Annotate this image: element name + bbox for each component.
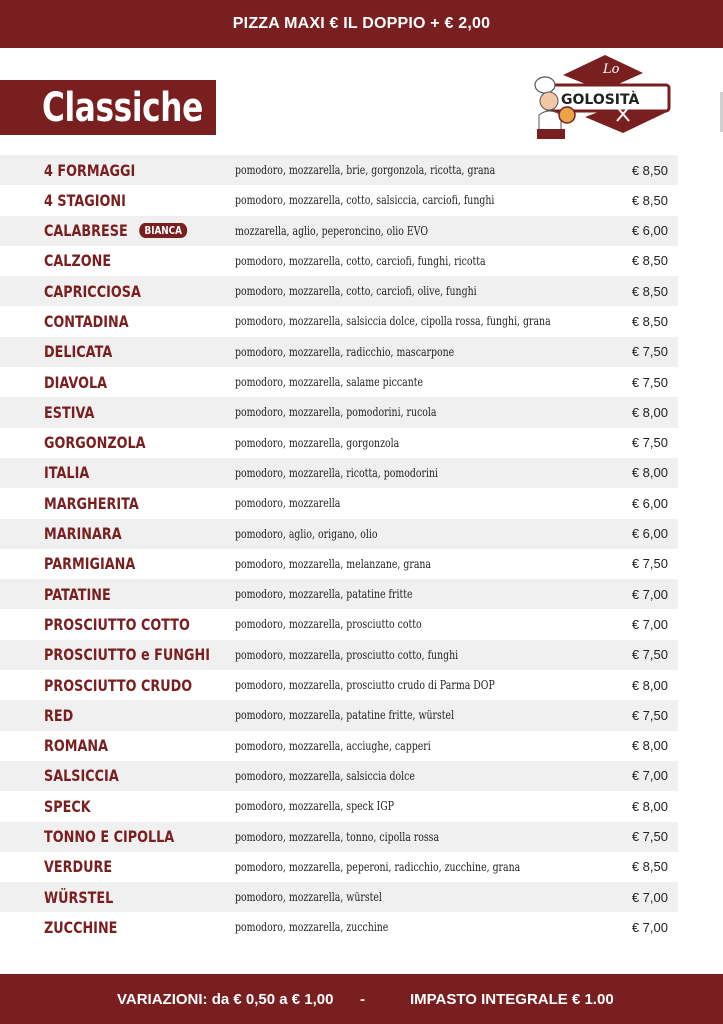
pizza-name bbox=[44, 155, 135, 185]
pizza-ingredients: mozzarella, aglio, peperoncino, olio EVO bbox=[235, 223, 429, 238]
section-title-text: Classiche bbox=[42, 84, 203, 131]
pizza-price: € 8,00 bbox=[631, 404, 668, 420]
menu-row bbox=[0, 458, 678, 488]
menu-row bbox=[0, 791, 678, 821]
pizza-name bbox=[44, 579, 111, 609]
section-title bbox=[0, 80, 216, 135]
pizza-price: € 8,50 bbox=[631, 253, 668, 269]
menu-row bbox=[0, 700, 678, 730]
bianca-badge: BIANCA bbox=[139, 223, 188, 238]
pizza-name-text: WÜRSTEL bbox=[44, 887, 114, 907]
pizza-price: € 8,00 bbox=[631, 465, 668, 481]
logo-top-text: Lo bbox=[603, 62, 620, 77]
pizza-name-text: SALSICCIA bbox=[44, 766, 119, 786]
pizza-name-text: VERDURE bbox=[44, 857, 113, 877]
menu-row bbox=[0, 397, 678, 427]
pizza-price: € 7,00 bbox=[631, 616, 668, 632]
pizza-price: € 6,00 bbox=[631, 495, 668, 511]
pizza-name bbox=[44, 519, 122, 549]
pizza-price: € 7,00 bbox=[631, 919, 668, 935]
pizza-price: € 8,50 bbox=[631, 283, 668, 299]
pizza-name bbox=[44, 609, 190, 639]
pizza-ingredients: pomodoro, mozzarella bbox=[235, 496, 341, 511]
chef-with-pizza-icon bbox=[533, 55, 673, 145]
pizza-price: € 8,00 bbox=[631, 677, 668, 693]
top-banner bbox=[0, 0, 723, 48]
pizza-ingredients: pomodoro, mozzarella, patatine fritte bbox=[235, 587, 413, 602]
pizza-name bbox=[44, 488, 139, 518]
menu-row bbox=[0, 276, 678, 306]
pizza-name-text: DELICATA bbox=[44, 342, 113, 362]
pizza-name bbox=[44, 882, 113, 912]
menu-row bbox=[0, 337, 678, 367]
top-banner-text: PIZZA MAXI € IL DOPPIO + € 2,00 bbox=[232, 15, 491, 32]
pizza-price: € 7,50 bbox=[631, 829, 668, 845]
pizza-name-text: PATATINE bbox=[44, 584, 111, 604]
pizza-name-text: ROMANA bbox=[44, 736, 108, 756]
menu-row bbox=[0, 579, 678, 609]
pizza-price: € 7,50 bbox=[631, 647, 668, 663]
pizza-name bbox=[44, 761, 119, 791]
variations-text: VARIAZIONI: da € 0,50 a € 1,00 bbox=[117, 990, 334, 1008]
pizza-name-text: MARINARA bbox=[44, 524, 122, 544]
pizza-ingredients: pomodoro, mozzarella, ricotta, pomodorini bbox=[235, 465, 438, 480]
pizza-ingredients: pomodoro, mozzarella, cotto, salsiccia, carciofi, funghi bbox=[235, 193, 495, 208]
menu-row bbox=[0, 428, 678, 458]
pizza-ingredients: pomodoro, mozzarella, acciughe, capperi bbox=[235, 738, 431, 753]
pizza-price: € 8,50 bbox=[631, 859, 668, 875]
footer-separator: - bbox=[360, 990, 365, 1008]
pizza-name bbox=[44, 791, 91, 821]
menu-row bbox=[0, 216, 678, 246]
pizza-name-text: CALABRESE bbox=[44, 221, 128, 241]
pizza-name bbox=[44, 337, 112, 367]
menu-row bbox=[0, 882, 678, 912]
pizza-price: € 6,00 bbox=[631, 526, 668, 542]
menu-row bbox=[0, 519, 678, 549]
menu-row bbox=[0, 852, 678, 882]
pizza-ingredients: pomodoro, mozzarella, prosciutto crudo di Parma DOP bbox=[235, 678, 495, 693]
pizza-name-text: ITALIA bbox=[44, 463, 90, 483]
pizza-ingredients: pomodoro, mozzarella, prosciutto cotto bbox=[235, 617, 422, 632]
pizza-name-text: 4 FORMAGGI bbox=[44, 160, 136, 180]
pizza-ingredients: pomodoro, mozzarella, patatine fritte, würstel bbox=[235, 708, 455, 723]
pizza-name-text: PROSCIUTTO e FUNGHI bbox=[44, 645, 210, 665]
pizza-ingredients: pomodoro, mozzarella, cotto, carciofi, funghi, ricotta bbox=[235, 253, 486, 268]
pizza-name-text: ESTIVA bbox=[44, 402, 95, 422]
menu-row bbox=[0, 306, 678, 336]
pizza-price: € 7,00 bbox=[631, 586, 668, 602]
pizza-name bbox=[44, 731, 108, 761]
pizza-ingredients: pomodoro, mozzarella, salsiccia dolce, cipolla rossa, funghi, grana bbox=[235, 314, 551, 329]
pizza-ingredients: pomodoro, mozzarella, tonno, cipolla rossa bbox=[235, 829, 440, 844]
pizza-name bbox=[44, 276, 141, 306]
pizza-ingredients: pomodoro, mozzarella, pomodorini, rucola bbox=[235, 405, 437, 420]
pizza-name bbox=[44, 185, 126, 215]
pizza-name bbox=[44, 397, 94, 427]
pizza-name-text: PARMIGIANA bbox=[44, 554, 136, 574]
pizza-name bbox=[44, 670, 192, 700]
pizza-name bbox=[44, 216, 188, 246]
pizza-name bbox=[44, 246, 111, 276]
menu-row bbox=[0, 488, 678, 518]
pizza-name-text: PROSCIUTTO CRUDO bbox=[44, 675, 193, 695]
menu-row bbox=[0, 155, 678, 185]
pizza-ingredients: pomodoro, mozzarella, speck IGP bbox=[235, 799, 395, 814]
pizza-menu bbox=[0, 155, 678, 943]
pizza-price: € 7,50 bbox=[631, 435, 668, 451]
pizza-ingredients: pomodoro, mozzarella, radicchio, mascarpone bbox=[235, 344, 455, 359]
pizza-name-text: MARGHERITA bbox=[44, 493, 139, 513]
menu-row bbox=[0, 731, 678, 761]
pizza-name bbox=[44, 428, 146, 458]
pizza-price: € 8,50 bbox=[631, 192, 668, 208]
pizza-ingredients: pomodoro, mozzarella, würstel bbox=[235, 890, 382, 905]
pizza-name-text: GORGONZOLA bbox=[44, 433, 146, 453]
pizza-ingredients: pomodoro, mozzarella, gorgonzola bbox=[235, 435, 400, 450]
pizza-price: € 7,50 bbox=[631, 344, 668, 360]
pizza-name-text: PROSCIUTTO COTTO bbox=[44, 614, 190, 634]
pizza-name-text: 4 STAGIONI bbox=[44, 190, 126, 210]
pizza-name bbox=[44, 822, 174, 852]
pizza-name bbox=[44, 458, 89, 488]
pizza-name-text: CALZONE bbox=[44, 251, 112, 271]
pizza-name bbox=[44, 367, 107, 397]
pizza-name-text: CAPRICCIOSA bbox=[44, 281, 141, 301]
pizza-price: € 6,00 bbox=[631, 223, 668, 239]
menu-row bbox=[0, 640, 678, 670]
pizza-name-text: RED bbox=[44, 705, 74, 725]
pizza-ingredients: pomodoro, mozzarella, salame piccante bbox=[235, 375, 424, 390]
menu-row bbox=[0, 670, 678, 700]
pizza-name bbox=[44, 852, 112, 882]
pizza-name bbox=[44, 306, 129, 336]
menu-row bbox=[0, 549, 678, 579]
pizza-ingredients: pomodoro, aglio, origano, olio bbox=[235, 526, 378, 541]
pizza-price: € 7,00 bbox=[631, 889, 668, 905]
pizza-ingredients: pomodoro, mozzarella, cotto, carciofi, olive, funghi bbox=[235, 284, 477, 299]
menu-row bbox=[0, 185, 678, 215]
pizza-ingredients: pomodoro, mozzarella, brie, gorgonzola, ricotta, grana bbox=[235, 163, 496, 177]
pizza-name bbox=[44, 640, 210, 670]
pizza-name bbox=[44, 700, 73, 730]
pizza-name-text: SPECK bbox=[44, 796, 91, 816]
logo-name: GOLOSITÀ bbox=[561, 92, 640, 108]
bottom-banner bbox=[0, 974, 723, 1024]
pizza-price: € 7,50 bbox=[631, 707, 668, 723]
pizza-ingredients: pomodoro, mozzarella, melanzane, grana bbox=[235, 556, 432, 571]
pizza-price: € 7,00 bbox=[631, 768, 668, 784]
pizza-ingredients: pomodoro, mozzarella, salsiccia dolce bbox=[235, 768, 415, 783]
menu-row bbox=[0, 761, 678, 791]
pizza-ingredients: pomodoro, mozzarella, prosciutto cotto, funghi bbox=[235, 647, 459, 662]
pizza-price: € 8,00 bbox=[631, 798, 668, 814]
golosita-logo bbox=[533, 55, 673, 145]
menu-row bbox=[0, 912, 678, 942]
integral-dough-text: IMPASTO INTEGRALE € 1.00 bbox=[410, 990, 614, 1008]
pizza-price: € 8,00 bbox=[631, 738, 668, 754]
pizza-name bbox=[44, 912, 117, 942]
pizza-name bbox=[44, 549, 135, 579]
pizza-name-text: ZUCCHINE bbox=[44, 917, 118, 937]
menu-row bbox=[0, 609, 678, 639]
pizza-name-text: CONTADINA bbox=[44, 311, 129, 331]
pizza-name-text: TONNO E CIPOLLA bbox=[44, 827, 175, 847]
menu-row bbox=[0, 822, 678, 852]
menu-row bbox=[0, 246, 678, 276]
pizza-price: € 8,50 bbox=[631, 162, 668, 178]
pizza-price: € 7,50 bbox=[631, 374, 668, 390]
pizza-name-text: DIAVOLA bbox=[44, 372, 108, 392]
pizza-price: € 8,50 bbox=[631, 313, 668, 329]
pizza-ingredients: pomodoro, mozzarella, zucchine bbox=[235, 920, 389, 935]
menu-row bbox=[0, 367, 678, 397]
pizza-price: € 7,50 bbox=[631, 556, 668, 572]
pizza-ingredients: pomodoro, mozzarella, peperoni, radicchio, zucchine, grana bbox=[235, 859, 521, 874]
